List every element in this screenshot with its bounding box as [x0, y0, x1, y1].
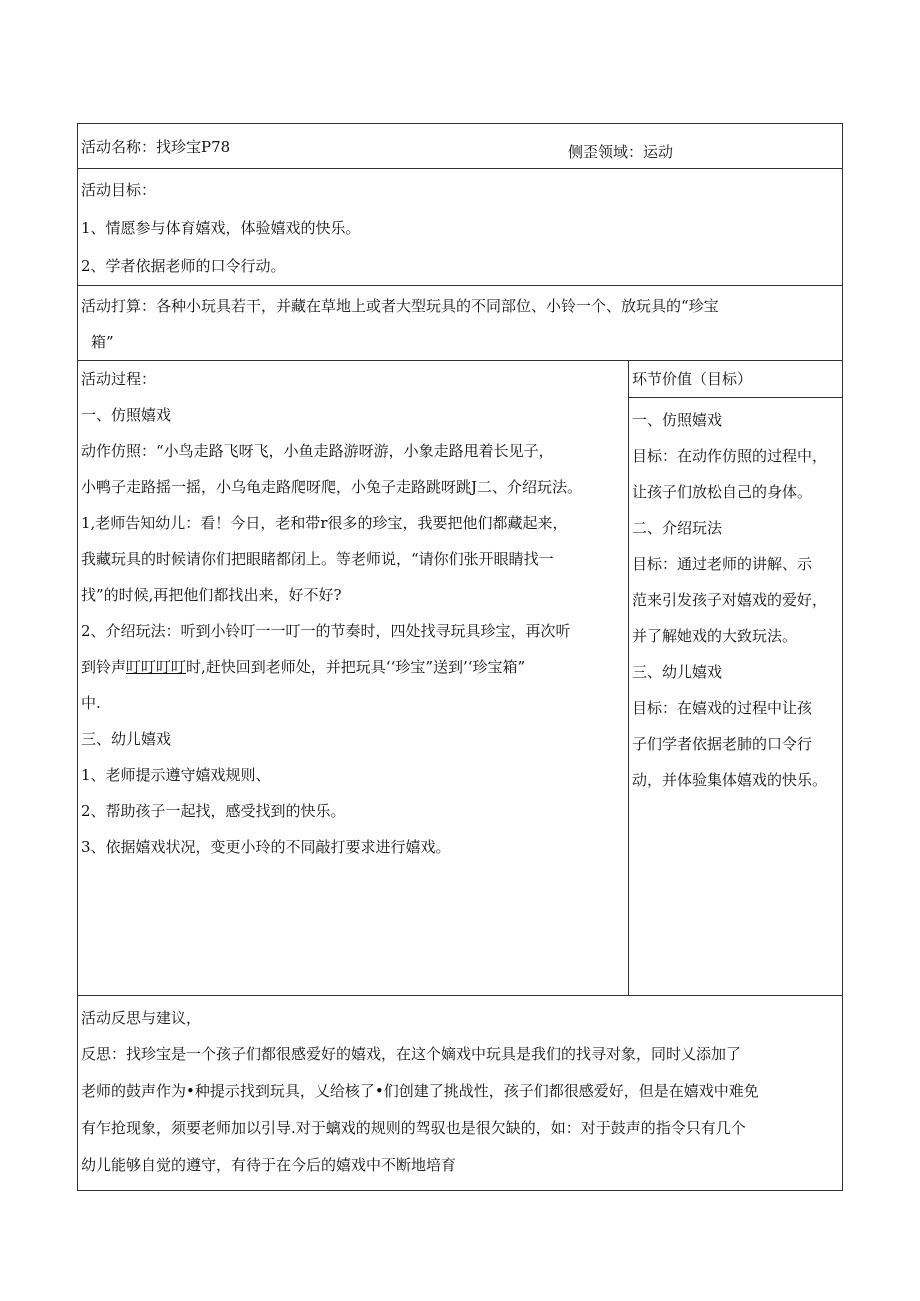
goal-item-1: 1、情愿参与体育嬉戏，体验嬉戏的快乐。 — [81, 219, 361, 237]
value-s2-goal-1: 目标：通过老师的讲解、示 — [632, 555, 813, 573]
reflection-line-1: 反思：找珍宝是一个孩子们都很感爱好的嬉戏，在这个嫡戏中玩具是我们的找寻对象，同时乂添加了 — [81, 1045, 742, 1063]
reflection-cell — [78, 996, 843, 1191]
header-row — [78, 124, 843, 169]
value-s3-goal-1: 目标：在嬉戏的过程中让孩 — [632, 699, 813, 717]
activity-domain: 侧歪领域：运动 — [568, 143, 674, 161]
reflection-line-3: 有乍抢现象，须要老师加以引导.对于螭戏的规则的驾驭也是很欠缺的，如：对于鼓声的指令只有几个 — [81, 1119, 746, 1137]
reflection-title: 活动反思与建议， — [81, 1009, 202, 1027]
step1-line-2: 我藏玩具的时候请你们把眼睹都闭上。等老师说，“请你们张开眼睛找一 — [81, 550, 554, 568]
preparation-line-2: 箱” — [91, 333, 114, 351]
step2-line-2-a: 到铃声 — [81, 658, 127, 676]
value-s3-goal-3: 动，并体验集体嬉戏的快乐。 — [632, 771, 828, 789]
value-s2-goal-3: 并了解她戏的大致玩法。 — [632, 627, 798, 645]
step2-line-2-underlined: 叮叮叮叮 — [126, 658, 187, 676]
value-s2-goal-2: 范来引发孩子对嬉戏的爱好， — [632, 591, 828, 609]
value-s1-goal-1: 目标：在动作仿照的过程中， — [632, 447, 828, 465]
process-section-1: 一、仿照嬉戏 — [81, 406, 172, 424]
step2-line-2-b: 时,赶快回到老师处，并把玩具‘‘珍宝”送到’‘珍宝箱” — [186, 658, 526, 676]
step1-line-3: 找”的时候,再把他们都找出来，好不好? — [81, 586, 342, 604]
activity-name: 活动名称：找珍宝P78 — [81, 138, 231, 156]
step1-line-1: 1,老师告知幼儿：看！今日，老和带r很多的珍宝，我要把他们都藏起来， — [81, 514, 568, 532]
value-section-1: 一、仿照嬉戏 — [632, 411, 723, 429]
value-section-2: 二、介绍玩法 — [632, 519, 723, 537]
preparation-cell — [78, 286, 843, 361]
header-cell — [78, 124, 843, 169]
step2-line-2 — [81, 649, 626, 685]
goals-title: 活动目标： — [81, 181, 157, 199]
process-cell — [78, 361, 629, 996]
value-cell — [629, 361, 843, 996]
preparation-line-1: 活动打算：各种小玩具若干，并藏在草地上或者大型玩具的不同部位、小铃一个、放玩具的“珍宝 — [81, 297, 719, 315]
lesson-plan-table — [77, 123, 843, 1191]
process-title: 活动过程： — [81, 370, 157, 388]
reflection-row — [78, 996, 843, 1191]
goals-cell — [78, 169, 843, 286]
reflection-line-2: 老师的鼓声作为•种提示找到玩具，乂给核了•们创建了挑战性，孩子们都很感爱好，但是在嬉戏中难免 — [81, 1082, 759, 1100]
process-section-3: 三、幼儿嬉戏 — [81, 730, 172, 748]
process-row — [78, 361, 843, 996]
goal-item-2: 2、学者依据老师的口令行动。 — [81, 257, 286, 275]
imitation-line-1: 动作仿照：“小鸟走路飞呀飞，小鱼走路游呀游，小象走路甩着长见子， — [81, 442, 554, 460]
goals-row — [78, 169, 843, 286]
value-s3-goal-2: 子们学者依据老肺的口令行 — [632, 735, 813, 753]
lesson-plan-page — [77, 123, 842, 1191]
preparation-row — [78, 286, 843, 361]
step2-line-1: 2、介绍玩法：听到小铃叮一一叮一的节奏时，四处找寻玩具珍宝，再次听 — [81, 622, 571, 640]
imitation-line-2: 小鸭子走路摇一摇，小乌龟走路爬呀爬，小兔子走路跳呀跳J二、介绍玩法。 — [81, 478, 583, 496]
play-step-2: 2、帮助孩子一起找，感受找到的快乐。 — [81, 802, 346, 820]
value-s1-goal-2: 让孩子们放松自己的身体。 — [632, 483, 813, 501]
value-title: 环节价值（目标） — [629, 361, 842, 398]
play-step-1: 1、老师提示遵守嬉戏规则、 — [81, 766, 271, 784]
value-section-3: 三、幼儿嬉戏 — [632, 663, 723, 681]
play-step-3: 3、依据嬉戏状况，变更小玲的不同敲打要求进行嬉戏。 — [81, 838, 451, 856]
reflection-line-4: 幼儿能够自觉的遵守，有待于在今后的嬉戏中不断地培育 — [81, 1156, 457, 1174]
step2-line-3: 中. — [81, 694, 101, 712]
